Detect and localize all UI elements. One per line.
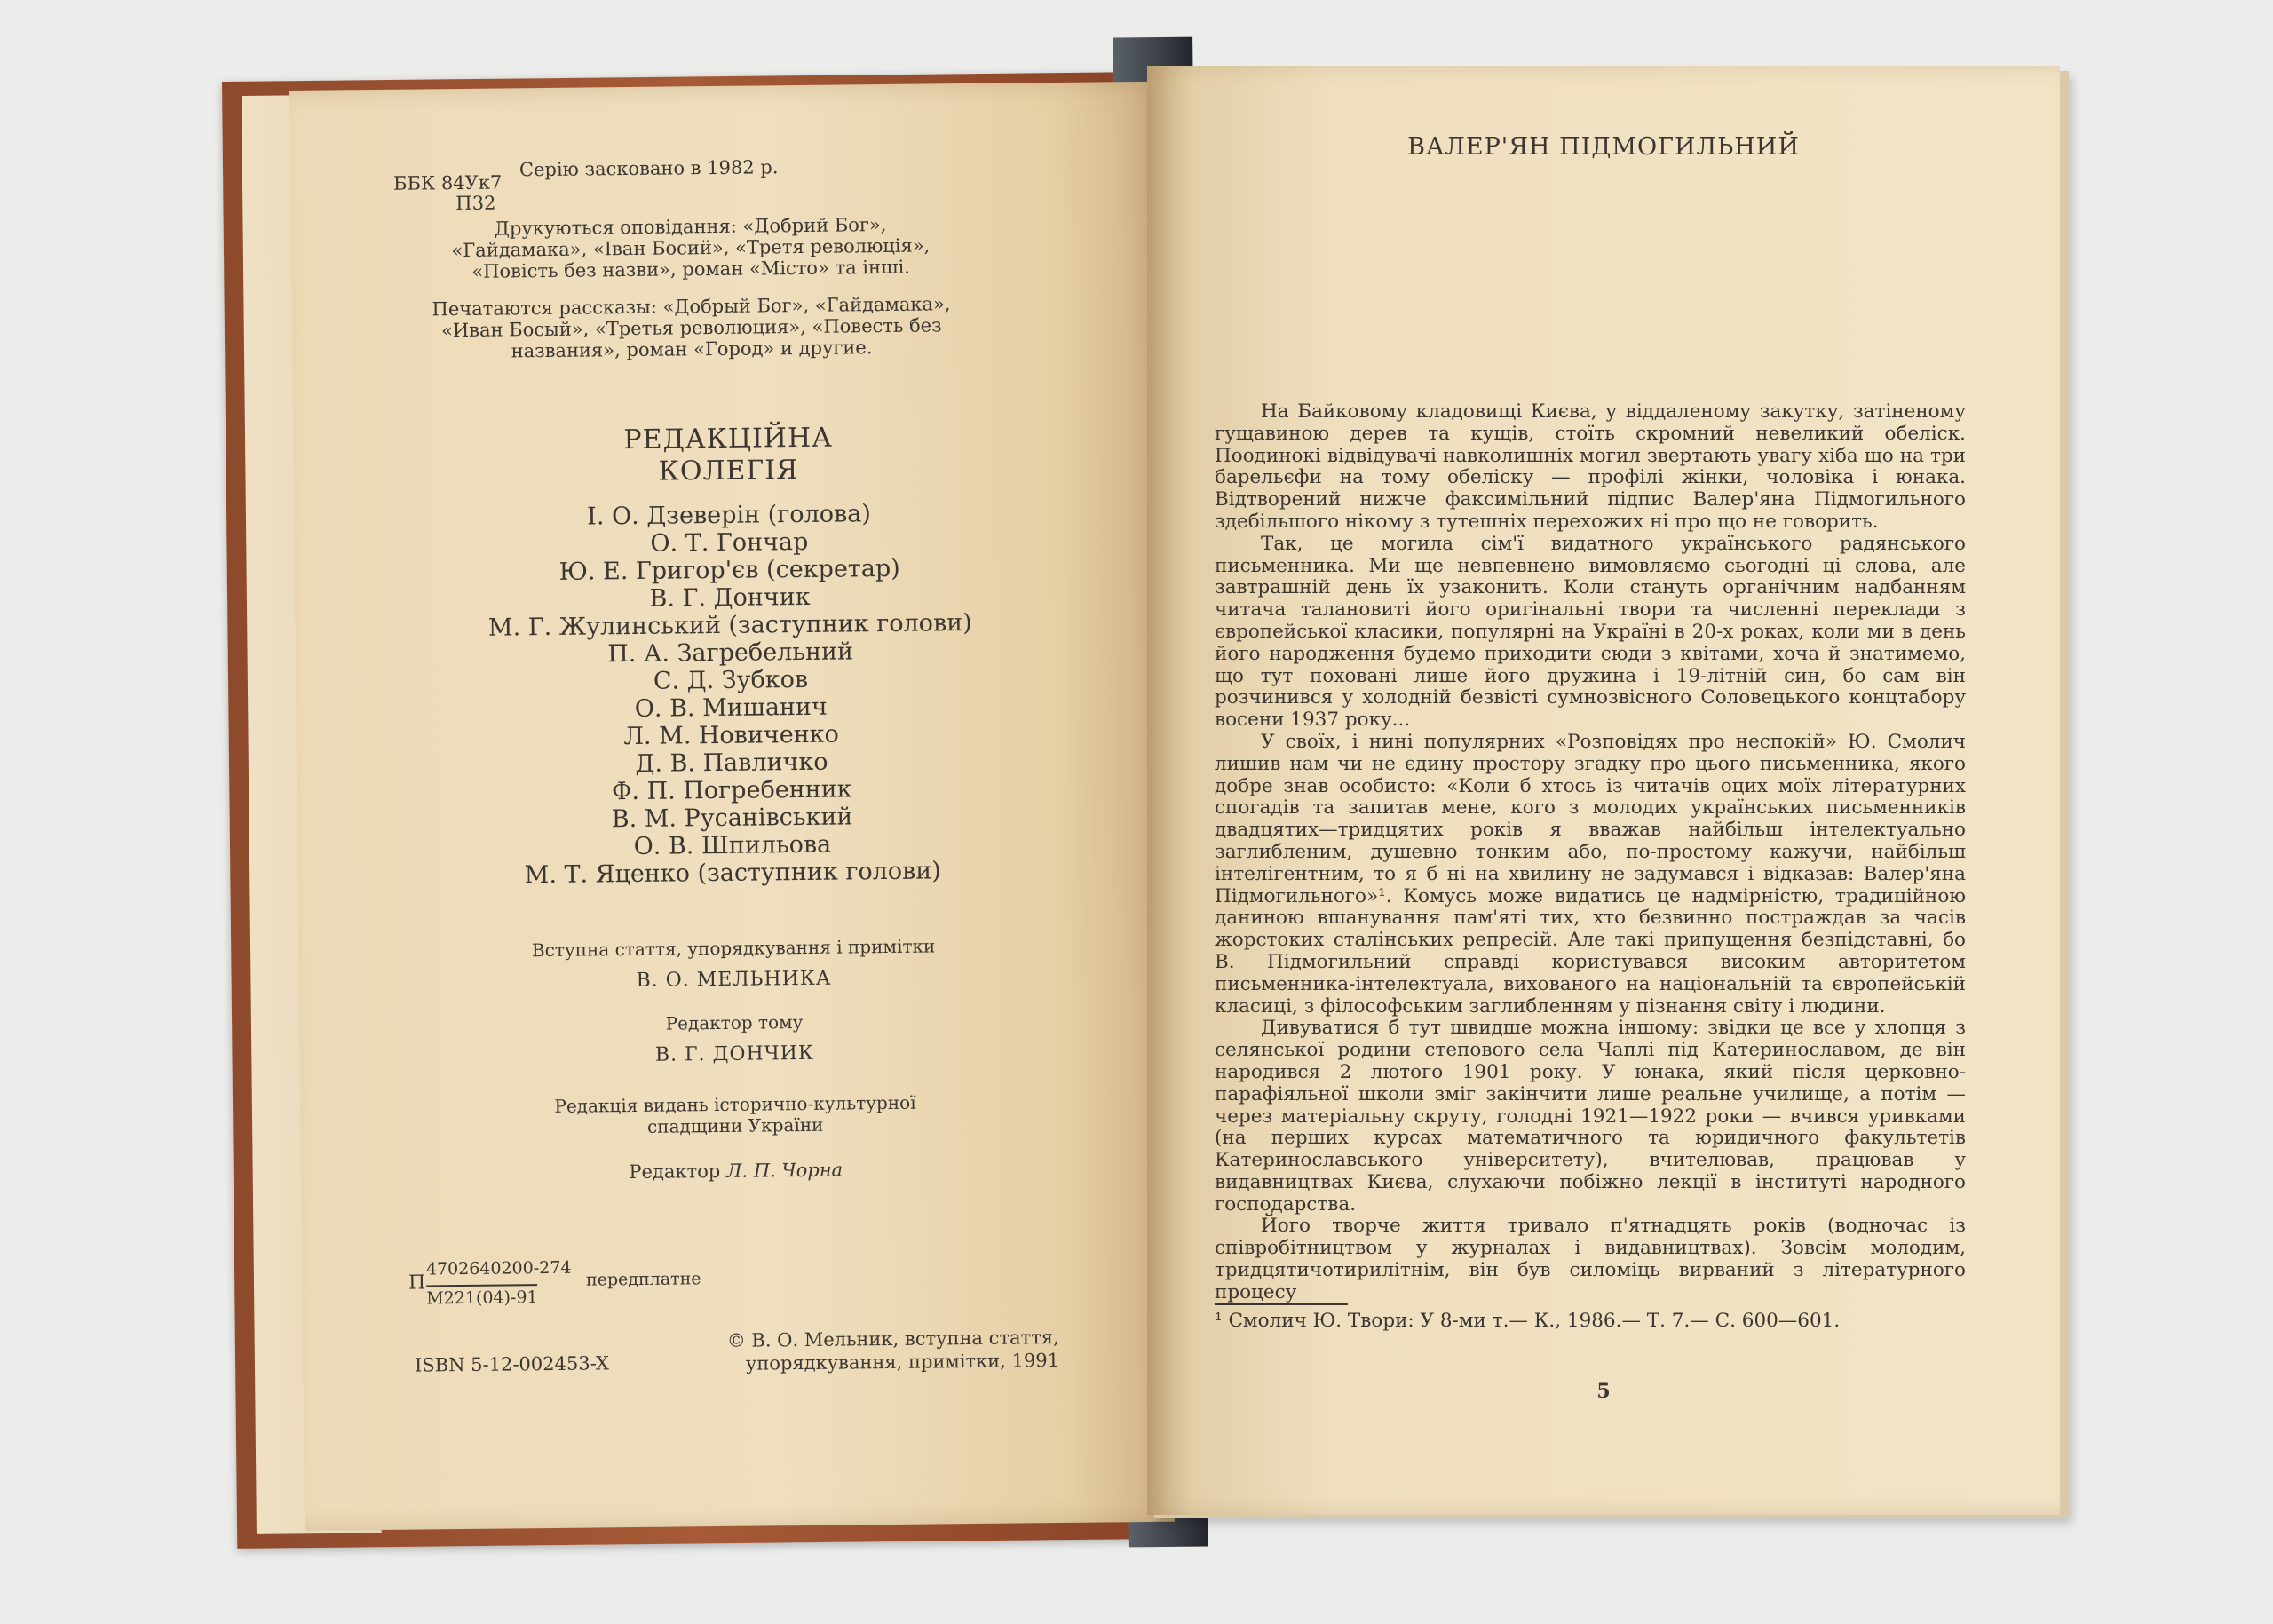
bbk-code [393, 173, 503, 215]
article-paragraph: Його творче життя тривало п'ятнадцять років (водночас із співробітництвом у журналах і видавництвах). Зовсім молодим, тридцятичотирилітнім, він був силоміць вирваний з літературного процесу [1215, 1215, 1966, 1303]
board-member: П. А. Загребельний [607, 638, 854, 669]
editorial-board-title-line2: КОЛЕГІЯ [658, 455, 799, 487]
board-member: І. О. Дзеверін (голова) [587, 500, 872, 531]
article-body [1215, 401, 1966, 1304]
board-member: О. Т. Гончар [650, 527, 809, 558]
bbk-index: П32 [455, 192, 496, 215]
board-member: Ф. П. Погребенник [611, 775, 852, 806]
intro-credit-author: В. О. МЕЛЬНИКА [636, 967, 832, 992]
editor-name: Л. П. Чорна [725, 1159, 843, 1182]
board-member: М. Т. Яценко (заступник голови) [524, 857, 941, 890]
index-note: передплатне [585, 1269, 701, 1290]
isbn: ISBN 5-12-002453-X [414, 1352, 610, 1376]
board-member: В. Г. Дончик [649, 582, 811, 613]
editorial-board-title [293, 419, 1164, 492]
stories-ukrainian: Друкуються оповідання: «Добрий Бог», «Гайдамака», «Іван Босий», «Третя революція», «Повість без назви», роман «Місто» та інші. [451, 213, 931, 282]
volume-editor-credit [299, 1007, 1170, 1071]
editorial-board-title-line1: РЕДАКЦІЙНА [623, 422, 834, 456]
left-page [289, 82, 1175, 1531]
index-denominator: М221(04)-91 [426, 1284, 538, 1308]
board-member: В. М. Русанівський [611, 803, 853, 834]
publishing-department [300, 1089, 1170, 1141]
article-title: ВАЛЕР'ЯН ПІДМОГИЛЬНИЙ [1407, 133, 1800, 161]
board-member: Д. В. Павличко [635, 748, 828, 778]
copyright-notice: © В. О. Мельник, вступна стаття, упорядкування, примітки, 1991 [726, 1327, 1060, 1374]
right-page [1147, 66, 2060, 1515]
index-letter: П [408, 1271, 426, 1295]
article-paragraph: Так, це могила сім'ї видатного українського радянського письменника. Ми ще невпевнено вимовляємо сьогодні ці слова, але завтрашній день їх узаконить. Коли стануть органічним надбанням читача талановиті його оригінальні твори та численні переклади з європейської класики, популярні на Україні в 20-х роках, коли ми в день його народження будемо приходити сюди з квітами, хоча й знатимемо, що тут поховані лише його дружина і 19-літній син, бо сам він розчинився у холодній безвісті сумнозвісного Соловецького концтабору восени 1937 року... [1215, 532, 1966, 732]
stories-russian: Печатаются рассказы: «Добрый Бог», «Гайдамака», «Иван Босый», «Третья революция», «Повесть без названия», роман «Город» и другие. [432, 293, 951, 362]
editorial-board-members [294, 497, 1168, 891]
article-paragraph: Дивуватися б тут швидше можна іншому: звідки це все у хлопця з селянської родини степового села Чаплі під Катеринославом, де він народився 2 лютого 1901 року. У юнака, який після церковно-парафіяльної школи зміг закінчити лише реальне училище, а потім — через матеріальну скруту, голодні 1921—1922 роки — вчився уривками (на перших курсах математичного та юридичного факультетів Катеринославського університету), вчителював, працював у видавництвах Києва, слухаючи побіжно лекції в інституті народного господарства. [1215, 1017, 1966, 1216]
article-paragraph: У своїх, і нині популярних «Розповідях про неспокій» Ю. Смолич лишив нам чи не єдину простору згадку про цього письменника, якого добре знав особисто: «Коли б хтось із читачів оцих моїх літературних спогадів та запитав мене, кого з молодих українських письменників двадцятих—тридцятих років я вважав найбільш інтелектуально заглибленим, душевно тонким або, по-простому кажучи, найбільш інтелігентним, то я б ні на хвилину не задумався і відказав: Валер'яна Підмогильного»¹. Комусь може видатись це надмірністю, традиційною даниною вшанування пам'яті тих, хто безвинно постраждав за часів жорстоких сталінських репресій. Але такі припущення безпідставні, бо В. Підмогильний справді користувався високим авторитетом письменника-інтелектуала, вихованого на національній та європейській класиці, з філософським заглибленням у пізнання світу і людини. [1215, 730, 1966, 1018]
volume-editor-label: Редактор тому [665, 1011, 804, 1034]
board-member: Л. М. Новиченко [623, 720, 840, 751]
editor-credit [301, 1156, 1171, 1186]
page-number: 5 [1596, 1380, 1611, 1403]
footnote: ¹ Смолич Ю. Твори: У 8-ми т.— К., 1986.— Т. 7.— С. 600—601. [1215, 1310, 1841, 1332]
board-member: О. В. Мишанич [634, 693, 828, 723]
publishing-department-text: Редакція видань історично-культурної спадщини України [554, 1091, 916, 1137]
intro-credit [298, 932, 1169, 996]
board-member: Ю. Е. Григор'єв (секретар) [558, 554, 900, 586]
volume-editor-name: В. Г. ДОНЧИК [654, 1042, 815, 1066]
board-member: С. Д. Зубков [653, 665, 809, 695]
article-paragraph: На Байковому кладовищі Києва, у віддаленому закутку, затіненому гущавиною дерев та кущів, стоїть скромний невеликий обеліск. Поодинокі відвідувачі навколишніх могил звертають увагу хіба що на три барельєфи на тому обеліску — профілі жінки, чоловіка і юнака. Відтворений нижче факсимільний підпис Валер'яна Підмогильного здебільшого нікому з тутешніх перехожих ні про що не говорить. [1215, 400, 1966, 533]
editor-label: Редактор [629, 1160, 721, 1184]
intro-credit-label: Вступна стаття, упорядкування і примітки [531, 935, 936, 962]
series-note: Серію засковано в 1982 р. [519, 156, 779, 181]
index-numerator: 4702640200-274 [425, 1257, 572, 1279]
bbk-label: ББК 84Ук7 [392, 171, 503, 194]
footnote-divider [1215, 1303, 1348, 1305]
board-member: О. В. Шпильова [633, 830, 832, 860]
board-member: М. Г. Жулинський (заступник голови) [487, 608, 972, 642]
